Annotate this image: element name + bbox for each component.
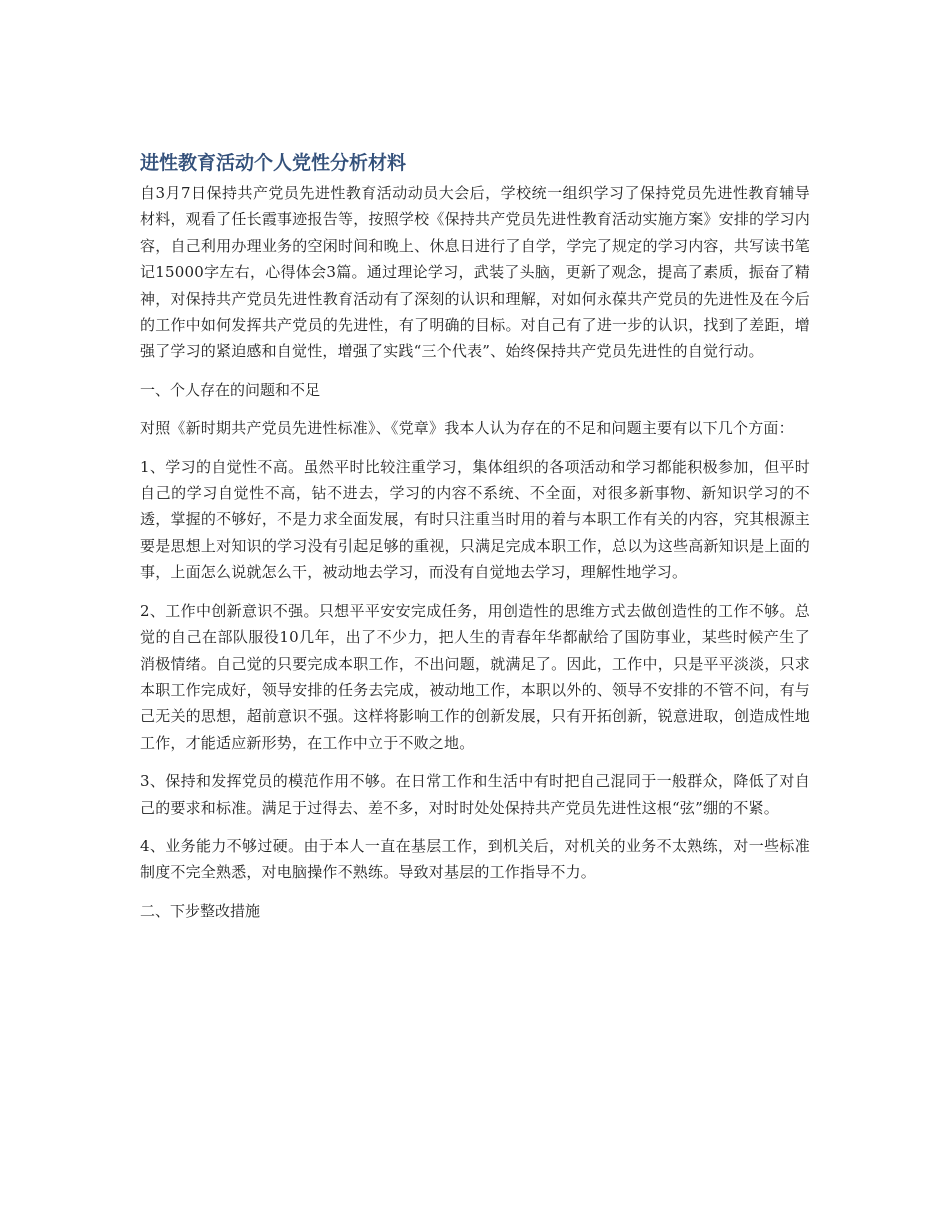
intro-paragraph: 自3月7日保持共产党员先进性教育活动动员大会后，学校统一组织学习了保持党员先进性教育辅导材料，观看了任长霞事迹报告等，按照学校《保持共产党员先进性教育活动实施方案》安排的学习内容，自己利用办理业务的空闲时间和晚上、休息日进行了自学，学完了规定的学习内容，共写读书笔记15000字左右，心得体会3篇。通过理论学习，武装了头脑，更新了观念，提高了素质，振奋了精神，对保持共产党员先进性教育活动有了深刻的认识和理解，对如何永葆共产党员的先进性及在今后的工作中如何发挥共产党员的先进性，有了明确的目标。对自己有了进一步的认识，找到了差距，增强了学习的紧迫感和自觉性，增强了实践“三个代表”、始终保持共产党员先进性的自觉行动。 (140, 184, 810, 361)
section-heading-measures: 二、下步整改措施 (140, 901, 261, 920)
document-page (140, 146, 810, 936)
problem-item-2: 2、工作中创新意识不强。只想平平安安完成任务，用创造性的思维方式去做创造性的工作不够。总觉的自己在部队服役10几年，出了不少力，把人生的青春年华都献给了国防事业，某些时候产生了消极情绪。自己觉的只要完成本职工作，不出问题，就满足了。因此，工作中，只是平平淡淡，只求本职工作完成好，领导安排的任务去完成，被动地工作，本职以外的、领导不安排的不管不问，有与己无关的思想，超前意识不强。这样将影响工作的创新发展，只有开拓创新，锐意进取，创造成性地工作，才能适应新形势，在工作中立于不败之地。 (140, 601, 810, 752)
problem-item-4: 4、业务能力不够过硬。由于本人一直在基层工作，到机关后，对机关的业务不太熟练，对一些标准制度不完全熟悉，对电脑操作不熟练。导致对基层的工作指导不力。 (140, 836, 810, 882)
problem-item-1: 1、学习的自觉性不高。虽然平时比较注重学习，集体组织的各项活动和学习都能积极参加，但平时自己的学习自觉性不高，钻不进去，学习的内容不系统、不全面，对很多新事物、新知识学习的不透，掌握的不够好，不是力求全面发展，有时只注重当时用的着与本职工作有关的内容，究其根源主要是思想上对知识的学习没有引起足够的重视，只满足完成本职工作，总以为这些高新知识是上面的事，上面怎么说就怎么干，被动地去学习，而没有自觉地去学习，理解性地学习。 (140, 457, 810, 582)
problem-item-3: 3、保持和发挥党员的模范作用不够。在日常工作和生活中有时把自己混同于一般群众，降低了对自己的要求和标准。满足于过得去、差不多，对时时处处保持共产党员先进性这根“弦”绷的不紧。 (140, 772, 810, 817)
document-title: 进性教育活动个人党性分析材料 (140, 152, 407, 174)
section-heading-problems: 一、个人存在的问题和不足 (140, 380, 321, 399)
section-intro-paragraph: 对照《新时期共产党员先进性标准》、《党章》我本人认为存在的不足和问题主要有以下几个方面： (140, 419, 794, 438)
